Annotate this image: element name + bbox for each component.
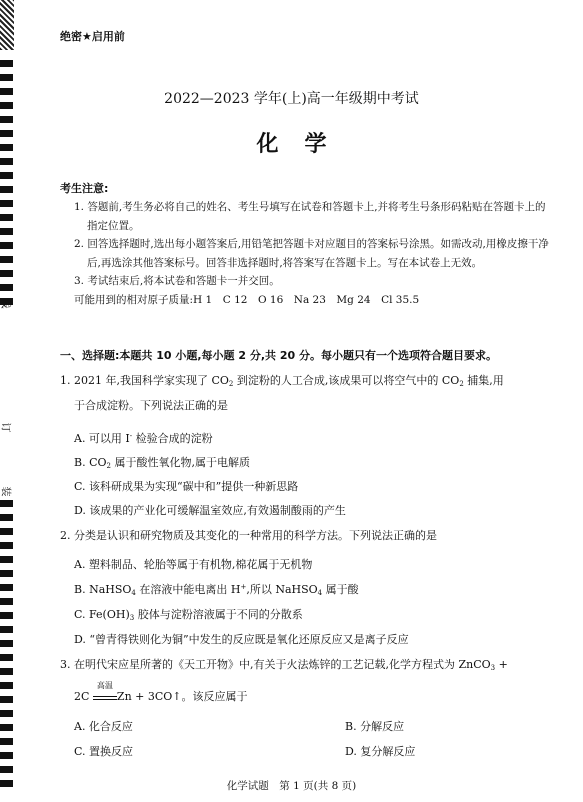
binding-bar [0,752,13,759]
binding-bar [0,242,13,249]
qr-code [0,0,14,50]
question-2-option-a: A. 塑料制品、轮胎等属于有机物,棉花属于无机物 [74,558,313,571]
question-1-stem: 1. 2021 年,我国科学家实现了 $CO_2$ 到淀粉的人工合成,该成果可以将空气中的 $CO_2$ 捕集,用 于合成淀粉。下列说法正确的是 [60,374,504,412]
question-1-option-d: D. 该成果的产业化可缓解温室效应,有效遏制酸雨的产生 [74,504,346,517]
binding-bar [0,668,13,675]
question-3-option-d: D. 复分解反应 [345,745,416,758]
question-1-option-b: B. $CO_2$ 属于酸性氧化物,属于电解质 [74,456,250,470]
question-2-stem: 2. 分类是认识和研究物质及其变化的一种常用的科学方法。下列说法正确的是 [60,529,437,542]
binding-bar [0,682,13,689]
binding-bar [0,60,13,67]
binding-bar [0,256,13,263]
binding-bar [0,766,13,773]
binding-bar [0,200,13,207]
binding-bar [0,598,13,605]
binding-bar [0,626,13,633]
binding-mark-staple: 订 [0,422,11,433]
binding-bar [0,284,13,291]
question-3-option-b: B. 分解反应 [345,720,405,733]
binding-bar [0,528,13,535]
question-3-option-a: A. 化合反应 [74,720,133,733]
binding-bar [0,710,13,717]
binding-bar [0,158,13,165]
binding-bar [0,654,13,661]
binding-bar [0,542,13,549]
binding-bar [0,640,13,647]
question-2-option-c: C. $Fe(OH)_3$ 胶体与淀粉溶液属于不同的分散系 [74,608,303,622]
notice-list [74,198,554,309]
question-1-option-c: C. 该科研成果为实现“碳中和”提供一种新思路 [74,480,299,493]
notice-item: 3. 考试结束后,将本试卷和答题卡一并交回。 [74,275,280,287]
question-3-stem: 3. 在明代宋应星所著的《天工开物》中,有关于火法炼锌的工艺记载,化学方程式为 ZnCO$_3$ + [60,658,508,672]
binding-bar [0,74,13,81]
binding-bar [0,738,13,745]
binding-bar [0,228,13,235]
exam-title: 2022—2023 学年(上)高一年级期中考试 [164,91,419,107]
question-3-option-c: C. 置换反应 [74,745,134,758]
binding-bar [0,500,13,507]
notice-heading: 考生注意: [60,182,109,195]
binding-bar [0,172,13,179]
binding-bar [0,270,13,277]
binding-bar [0,612,13,619]
binding-bar [0,514,13,521]
binding-bar [0,724,13,731]
notice-item: 1. 答题前,考生务必将自己的姓名、考生号填写在试卷和答题卡上,并将考生号条形码粘贴在答题卡上的指定位置。 [74,201,546,232]
subject-title: 化学 [256,132,353,157]
binding-bar [0,186,13,193]
binding-bar [0,696,13,703]
binding-bar [0,214,13,221]
binding-bar [0,556,13,563]
question-1-option-a: A. 可以用 I- 检验合成的淀粉 [74,432,213,445]
question-2-option-b: B. NaHSO$_4$ 在溶液中能电离出 H+,所以 NaHSO$_4$ 属于酸 [74,583,359,597]
question-2-option-d: D. “曾青得铁则化为铜”中发生的反应既是氧化还原反应又是离子反应 [74,633,409,646]
binding-mark-line: 线 [0,298,11,309]
binding-bar [0,584,13,591]
atomic-masses: 可能用到的相对原子质量:H 1 C 12 O 16 Na 23 Mg 24 Cl 35.5 [74,293,420,306]
reaction-condition: 高温 [93,690,117,700]
section-heading: 一、选择题:本题共 10 小题,每小题 2 分,共 20 分。每小题只有一个选项符合题目要求。 [60,349,498,362]
question-3-equation: 2C 高温 Zn + 3CO↑。该反应属于 [74,681,248,703]
secret-label: 绝密★启用前 [60,30,125,43]
binding-bar [0,570,13,577]
binding-bar [0,116,13,123]
notice-item: 2. 回答选择题时,选出每小题答案后,用铅笔把答题卡对应题目的答案标号涂黑。如需改动,用橡皮擦干净后,再选涂其他答案标号。回答非选择题时,将答案写在答题卡上。写在本试卷上无效。 [74,238,549,269]
page-footer: 化学试题 第 1 页(共 8 页) [226,780,357,792]
binding-mark-bind: 装 [0,486,11,497]
